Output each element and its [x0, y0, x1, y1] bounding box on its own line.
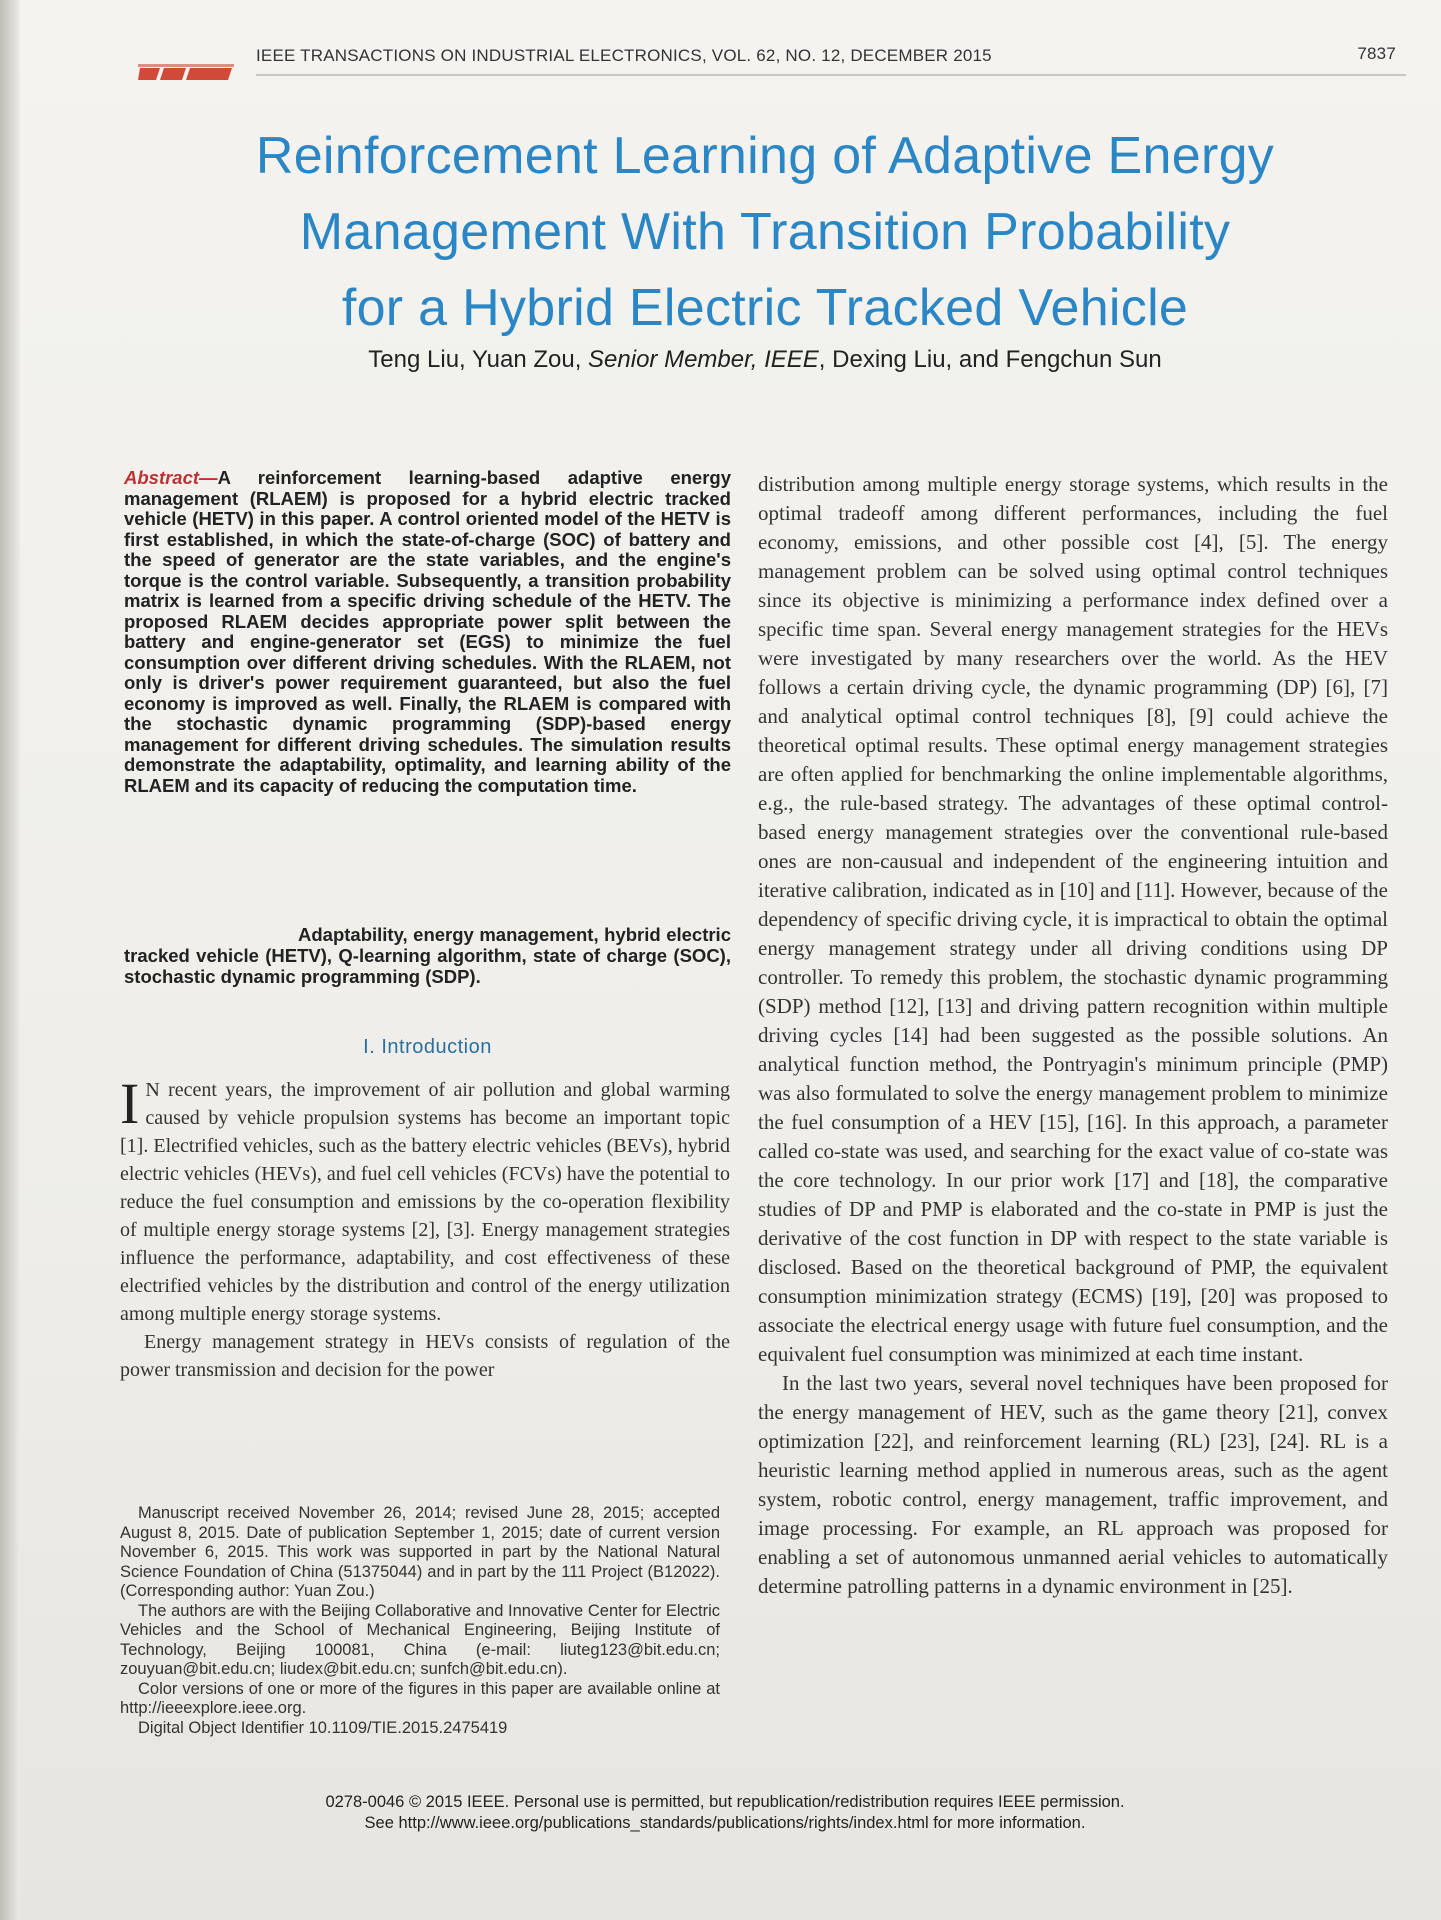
first-page-footnote	[120, 1504, 720, 1738]
title-line-1: Reinforcement Learning of Adaptive Energy	[255, 127, 1275, 185]
paper-title	[120, 118, 1410, 346]
running-header	[256, 46, 1406, 72]
authors-part-2: , Dexing Liu, and Fengchun Sun	[818, 346, 1162, 373]
right-paragraph-2: In the last two years, several novel techniques have been proposed for the energy management of HEV, such as the game theory [21], convex optimization [22], and reinforcement learning (RL) [23], [24]. RL is a heuristic learning method applied in numerous areas, such as the agent system, robotic control, energy management, traffic improvement, and image processing. For example, an RL approach was proposed for enabling a set of autonomous unmanned aerial vehicles to automatically determine patrolling patterns in a dynamic environment in [25].	[758, 1371, 1388, 1598]
journal-name: IEEE TRANSACTIONS ON INDUSTRIAL ELECTRONICS, VOL. 62, NO. 12, DECEMBER 2015	[256, 46, 992, 65]
footnote-manuscript: Manuscript received November 26, 2014; revised June 28, 2015; accepted August 8, 2015. Date of publication September 1, 2015; date of current version November 6, 2015. This work was supported in part by the National Natural Science Foundation of China (51375044) and in part by the 111 Project (B12022). (Corresponding author: Yuan Zou.)	[120, 1504, 720, 1600]
right-paragraph-1: distribution among multiple energy storage systems, which results in the optimal tradeoff among different performances, including the fuel economy, emissions, and other possible cost [4], [5]. The energy management problem can be solved using optimal control techniques since its objective is minimizing a performance index defined over a specific time span. Several energy management strategies for the HEVs were investigated by many researchers over the world. As the HEV follows a certain driving cycle, the dynamic programming (DP) [6], [7] and analytical optimal control techniques [8], [9] could achieve the theoretical optimal results. These optimal energy management strategies are often applied for benchmarking the online implementable algorithms, e.g., the rule-based strategy. The advantages of these optimal control-based energy management strategies over the conventional rule-based ones are non-causual and independent of the engineering intuition and iterative calibration, indicated as in [10] and [11]. However, because of the dependency of specific driving cycle, it is impractical to obtain the optimal energy management strategy under all driving conditions using DP controller. To remedy this problem, the stochastic dynamic programming (SDP) method [12], [13] and driving pattern recognition within multiple driving cycles [14] had been suggested as the possible solutions. An analytical function method, the Pontryagin's minimum principle (PMP) was also formulated to solve the energy management problem to minimize the fuel consumption of a HEV [15], [16]. In this approach, a parameter called co-state was used, and searching for the exact value of co-state was the core technology. In our prior work [17] and [18], the comparative studies of DP and PMP is elaborated and the co-state in PMP is just the derivative of the cost function in DP with respect to the state variable is disclosed. Based on the theoretical background of PMP, the equivalent consumption minimization strategy (ECMS) [19], [20] was proposed to associate the electrical energy usage with future fuel consumption, and the equivalent fuel consumption was minimized at each time instant.	[758, 472, 1388, 1366]
abstract	[124, 468, 731, 796]
abstract-text: A reinforcement learning-based adaptive energy management (RLAEM) is proposed for a hybrid electric tracked vehicle (HETV) in this paper. A control oriented model of the HETV is first established, in which the state-of-charge (SOC) of battery and the speed of generator are the state variables, and the engine's torque is the control variable. Subsequently, a transition probability matrix is learned from a specific driving schedule of the HETV. The proposed RLAEM decides appropriate power split between the battery and engine-generator set (EGS) to minimize the fuel consumption over different driving schedules. With the RLAEM, not only is driver's power requirement guaranteed, but also the fuel economy is improved as well. Finally, the RLAEM is compared with the stochastic dynamic programming (SDP)-based energy management for different driving schedules. The simulation results demonstrate the adaptability, optimality, and learning ability of the RLAEM and its capacity of reducing the computation time.	[124, 467, 731, 796]
abstract-lead: Abstract—	[124, 467, 218, 488]
intro-paragraph-2: Energy management strategy in HEVs consists of regulation of the power transmission and decision for the power	[120, 1331, 730, 1381]
drop-cap: I	[120, 1071, 140, 1136]
right-column-body	[758, 470, 1388, 1601]
copyright-line-1: 0278-0046 © 2015 IEEE. Personal use is permitted, but republication/redistribution requires IEEE permission.	[325, 1793, 1125, 1811]
ieee-logo-icon	[138, 64, 234, 84]
copyright-line-2: See http://www.ieee.org/publications_standards/publications/rights/index.html for more information.	[364, 1814, 1086, 1832]
intro-paragraph-1-text: N recent years, the improvement of air pollution and global warming caused by vehicle propulsion systems has become an important topic [1]. Electrified vehicles, such as the battery electric vehicles (BEVs), hybrid electric vehicles (HEVs), and fuel cell vehicles (FCVs) have the potential to reduce the fuel consumption and emissions by the co-operation flexibility of multiple energy storage systems [2], [3]. Energy management strategies influence the performance, adaptability, and cost effectiveness of these electrified vehicles by the distribution and control of the energy utilization among multiple energy storage systems.	[120, 1079, 730, 1325]
page-number: 7837	[1357, 44, 1396, 63]
authors-part-1: Teng Liu, Yuan Zou,	[368, 346, 589, 373]
title-line-3: for a Hybrid Electric Tracked Vehicle	[341, 279, 1189, 337]
footnote-doi: Digital Object Identifier 10.1109/TIE.2015.2475419	[138, 1718, 508, 1737]
title-line-2: Management With Transition Probability	[299, 203, 1231, 261]
section-heading-introduction: I. Introduction	[363, 1036, 492, 1058]
footnote-color-versions: Color versions of one or more of the figures in this paper are available online at http://ieeexplore.ieee.org.	[120, 1679, 720, 1717]
author-list	[120, 346, 1410, 374]
author-role: Senior Member, IEEE	[588, 346, 819, 373]
copyright-notice	[120, 1792, 1330, 1834]
page-edge-shadow	[0, 0, 20, 1920]
intro-paragraph-1	[120, 1071, 730, 1328]
footnote-affiliation: The authors are with the Beijing Collaborative and Innovative Center for Electric Vehicles and the School of Mechanical Engineering, Beijing Institute of Technology, Beijing 100081, China (e-mail: liuteg123@bit.edu.cn; zouyuan@bit.edu.cn; liudex@bit.edu.cn; sunfch@bit.edu.cn).	[120, 1601, 720, 1678]
left-column-body	[120, 1071, 730, 1384]
header-rule	[256, 74, 1406, 76]
index-terms: Adaptability, energy management, hybrid electric tracked vehicle (HETV), Q-learning algorithm, state of charge (SOC), stochastic dynamic programming (SDP).	[124, 924, 731, 987]
